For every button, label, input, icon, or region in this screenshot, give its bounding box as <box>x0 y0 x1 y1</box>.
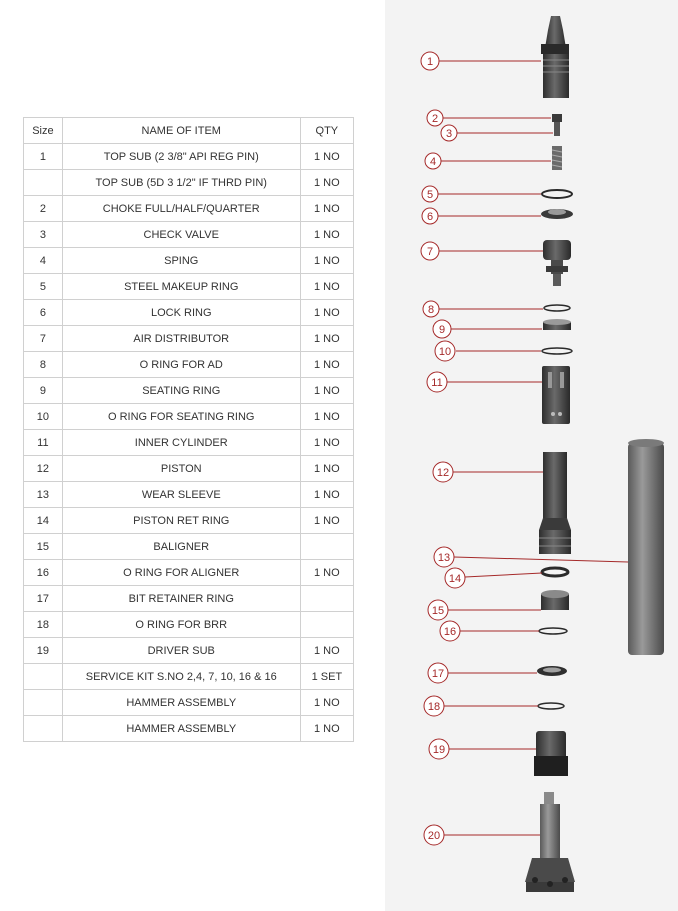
cell-name: BALIGNER <box>62 534 300 560</box>
cell-name: DRIVER SUB <box>62 638 300 664</box>
cell-name: PISTON <box>62 456 300 482</box>
cell-size <box>24 170 63 196</box>
cell-name: O RING FOR AD <box>62 352 300 378</box>
parts-table <box>23 117 354 742</box>
cell-qty: 1 NO <box>300 352 353 378</box>
header-qty: QTY <box>300 118 353 144</box>
cell-name: AIR DISTRIBUTOR <box>62 326 300 352</box>
part-15-aligner <box>541 590 569 610</box>
table-row <box>24 430 354 456</box>
cell-size: 10 <box>24 404 63 430</box>
table-row <box>24 378 354 404</box>
cell-size <box>24 664 63 690</box>
part-14-retainer-ring <box>542 568 568 576</box>
callout-3 <box>441 125 553 141</box>
cell-qty: 1 NO <box>300 508 353 534</box>
exploded-diagram <box>385 0 678 911</box>
part-20-bit <box>525 792 575 892</box>
cell-size: 1 <box>24 144 63 170</box>
table-row <box>24 300 354 326</box>
part-4-spring <box>552 146 562 170</box>
callout-10 <box>435 341 541 361</box>
svg-text:2: 2 <box>431 113 439 125</box>
svg-text:11: 11 <box>431 377 443 389</box>
part-10-o-ring <box>542 348 572 354</box>
cell-qty: 1 NO <box>300 170 353 196</box>
table-header-row <box>24 118 354 144</box>
cell-qty: 1 NO <box>300 144 353 170</box>
cell-name: STEEL MAKEUP RING <box>62 274 300 300</box>
cell-qty: 1 NO <box>300 378 353 404</box>
part-13-wear-sleeve <box>628 439 664 655</box>
callout-8 <box>423 301 543 317</box>
svg-text:16: 16 <box>443 626 457 638</box>
part-16-o-ring <box>539 628 567 634</box>
callout-19 <box>429 739 536 759</box>
cell-size: 11 <box>24 430 63 456</box>
cell-qty: 1 NO <box>300 326 353 352</box>
cell-qty: 1 NO <box>300 560 353 586</box>
part-6-lock-ring <box>541 209 573 219</box>
svg-text:20: 20 <box>427 830 441 842</box>
table-row <box>24 196 354 222</box>
parts-table-body <box>24 144 354 742</box>
callout-2 <box>427 110 551 126</box>
cell-name: TOP SUB (5D 3 1/2" IF THRD PIN) <box>62 170 300 196</box>
cell-name: SEATING RING <box>62 378 300 404</box>
svg-text:7: 7 <box>426 246 434 258</box>
table-row <box>24 690 354 716</box>
table-row <box>24 612 354 638</box>
part-7-air-distributor <box>543 240 571 286</box>
callout-16 <box>440 621 539 641</box>
table-row <box>24 170 354 196</box>
cell-name: WEAR SLEEVE <box>62 482 300 508</box>
cell-qty: 1 NO <box>300 430 353 456</box>
table-row <box>24 534 354 560</box>
table-row <box>24 404 354 430</box>
cell-name: BIT RETAINER RING <box>62 586 300 612</box>
diagram-svg <box>385 0 678 911</box>
table-row <box>24 716 354 742</box>
cell-size: 17 <box>24 586 63 612</box>
table-row <box>24 144 354 170</box>
svg-text:3: 3 <box>445 128 453 140</box>
cell-name: CHECK VALVE <box>62 222 300 248</box>
cell-name: PISTON RET RING <box>62 508 300 534</box>
table-row <box>24 586 354 612</box>
part-19-driver-sub <box>534 731 568 776</box>
table-row <box>24 482 354 508</box>
cell-qty: 1 NO <box>300 222 353 248</box>
cell-qty <box>300 612 353 638</box>
part-11-inner-cylinder <box>542 366 570 424</box>
cell-name: LOCK RING <box>62 300 300 326</box>
cell-qty: 1 NO <box>300 690 353 716</box>
cell-qty: 1 NO <box>300 456 353 482</box>
part-5-makeup-ring <box>542 190 572 198</box>
callout-13 <box>434 547 628 567</box>
table-row <box>24 508 354 534</box>
part-17-bit-retainer <box>537 666 567 676</box>
cell-qty: 1 NO <box>300 482 353 508</box>
cell-size <box>24 690 63 716</box>
svg-text:12: 12 <box>436 467 450 479</box>
cell-qty: 1 NO <box>300 716 353 742</box>
svg-text:19: 19 <box>432 744 446 756</box>
svg-text:9: 9 <box>438 324 446 336</box>
cell-qty: 1 NO <box>300 196 353 222</box>
cell-size: 9 <box>24 378 63 404</box>
svg-text:18: 18 <box>427 701 441 713</box>
cell-qty: 1 NO <box>300 300 353 326</box>
part-3-check-valve <box>554 122 560 136</box>
cell-name: O RING FOR ALIGNER <box>62 560 300 586</box>
cell-qty: 1 NO <box>300 248 353 274</box>
cell-name: O RING FOR BRR <box>62 612 300 638</box>
part-1-top-sub <box>541 16 569 98</box>
table-row <box>24 326 354 352</box>
svg-text:6: 6 <box>426 211 434 223</box>
cell-size: 6 <box>24 300 63 326</box>
svg-text:5: 5 <box>426 189 434 201</box>
cell-size: 14 <box>24 508 63 534</box>
cell-size: 16 <box>24 560 63 586</box>
cell-qty: 1 NO <box>300 274 353 300</box>
callout-20 <box>424 825 540 845</box>
part-12-piston <box>539 452 571 554</box>
table-row <box>24 248 354 274</box>
cell-name: HAMMER ASSEMBLY <box>62 690 300 716</box>
cell-size: 8 <box>24 352 63 378</box>
svg-text:8: 8 <box>427 304 435 316</box>
table-row <box>24 352 354 378</box>
callout-18 <box>424 696 538 716</box>
part-2-choke <box>552 114 562 122</box>
table-row <box>24 274 354 300</box>
cell-name: TOP SUB (2 3/8" API REG PIN) <box>62 144 300 170</box>
cell-name: CHOKE FULL/HALF/QUARTER <box>62 196 300 222</box>
cell-size: 18 <box>24 612 63 638</box>
cell-qty <box>300 534 353 560</box>
part-8-o-ring <box>544 305 570 311</box>
callout-11 <box>427 372 542 392</box>
callout-17 <box>428 663 537 683</box>
cell-qty <box>300 586 353 612</box>
part-18-o-ring <box>538 703 564 709</box>
table-row <box>24 664 354 690</box>
header-name: NAME OF ITEM <box>62 118 300 144</box>
callout-5 <box>422 186 541 202</box>
header-size: Size <box>24 118 63 144</box>
callout-15 <box>428 600 541 620</box>
cell-size: 5 <box>24 274 63 300</box>
cell-size: 7 <box>24 326 63 352</box>
svg-text:17: 17 <box>431 668 445 680</box>
svg-text:10: 10 <box>438 346 452 358</box>
svg-text:1: 1 <box>426 56 434 68</box>
svg-text:4: 4 <box>429 156 437 168</box>
table-row <box>24 638 354 664</box>
cell-qty: 1 NO <box>300 638 353 664</box>
svg-text:13: 13 <box>437 552 451 564</box>
cell-name: SERVICE KIT S.NO 2,4, 7, 10, 16 & 16 <box>62 664 300 690</box>
table-row <box>24 456 354 482</box>
table-row <box>24 222 354 248</box>
table-row <box>24 560 354 586</box>
cell-size: 3 <box>24 222 63 248</box>
cell-size: 19 <box>24 638 63 664</box>
callout-14 <box>445 568 542 588</box>
cell-name: HAMMER ASSEMBLY <box>62 716 300 742</box>
cell-qty: 1 NO <box>300 404 353 430</box>
cell-name: SPING <box>62 248 300 274</box>
cell-size: 4 <box>24 248 63 274</box>
part-9-seating-ring <box>543 319 571 330</box>
callout-1 <box>421 52 541 70</box>
callout-12 <box>433 462 543 482</box>
svg-text:14: 14 <box>448 573 462 585</box>
cell-size: 13 <box>24 482 63 508</box>
cell-name: O RING FOR SEATING RING <box>62 404 300 430</box>
cell-size: 15 <box>24 534 63 560</box>
cell-size <box>24 716 63 742</box>
callout-7 <box>421 242 543 260</box>
callout-6 <box>422 208 541 224</box>
cell-name: INNER CYLINDER <box>62 430 300 456</box>
callout-9 <box>433 320 542 338</box>
cell-qty: 1 SET <box>300 664 353 690</box>
svg-text:15: 15 <box>431 605 445 617</box>
cell-size: 2 <box>24 196 63 222</box>
callout-4 <box>425 153 551 169</box>
cell-size: 12 <box>24 456 63 482</box>
